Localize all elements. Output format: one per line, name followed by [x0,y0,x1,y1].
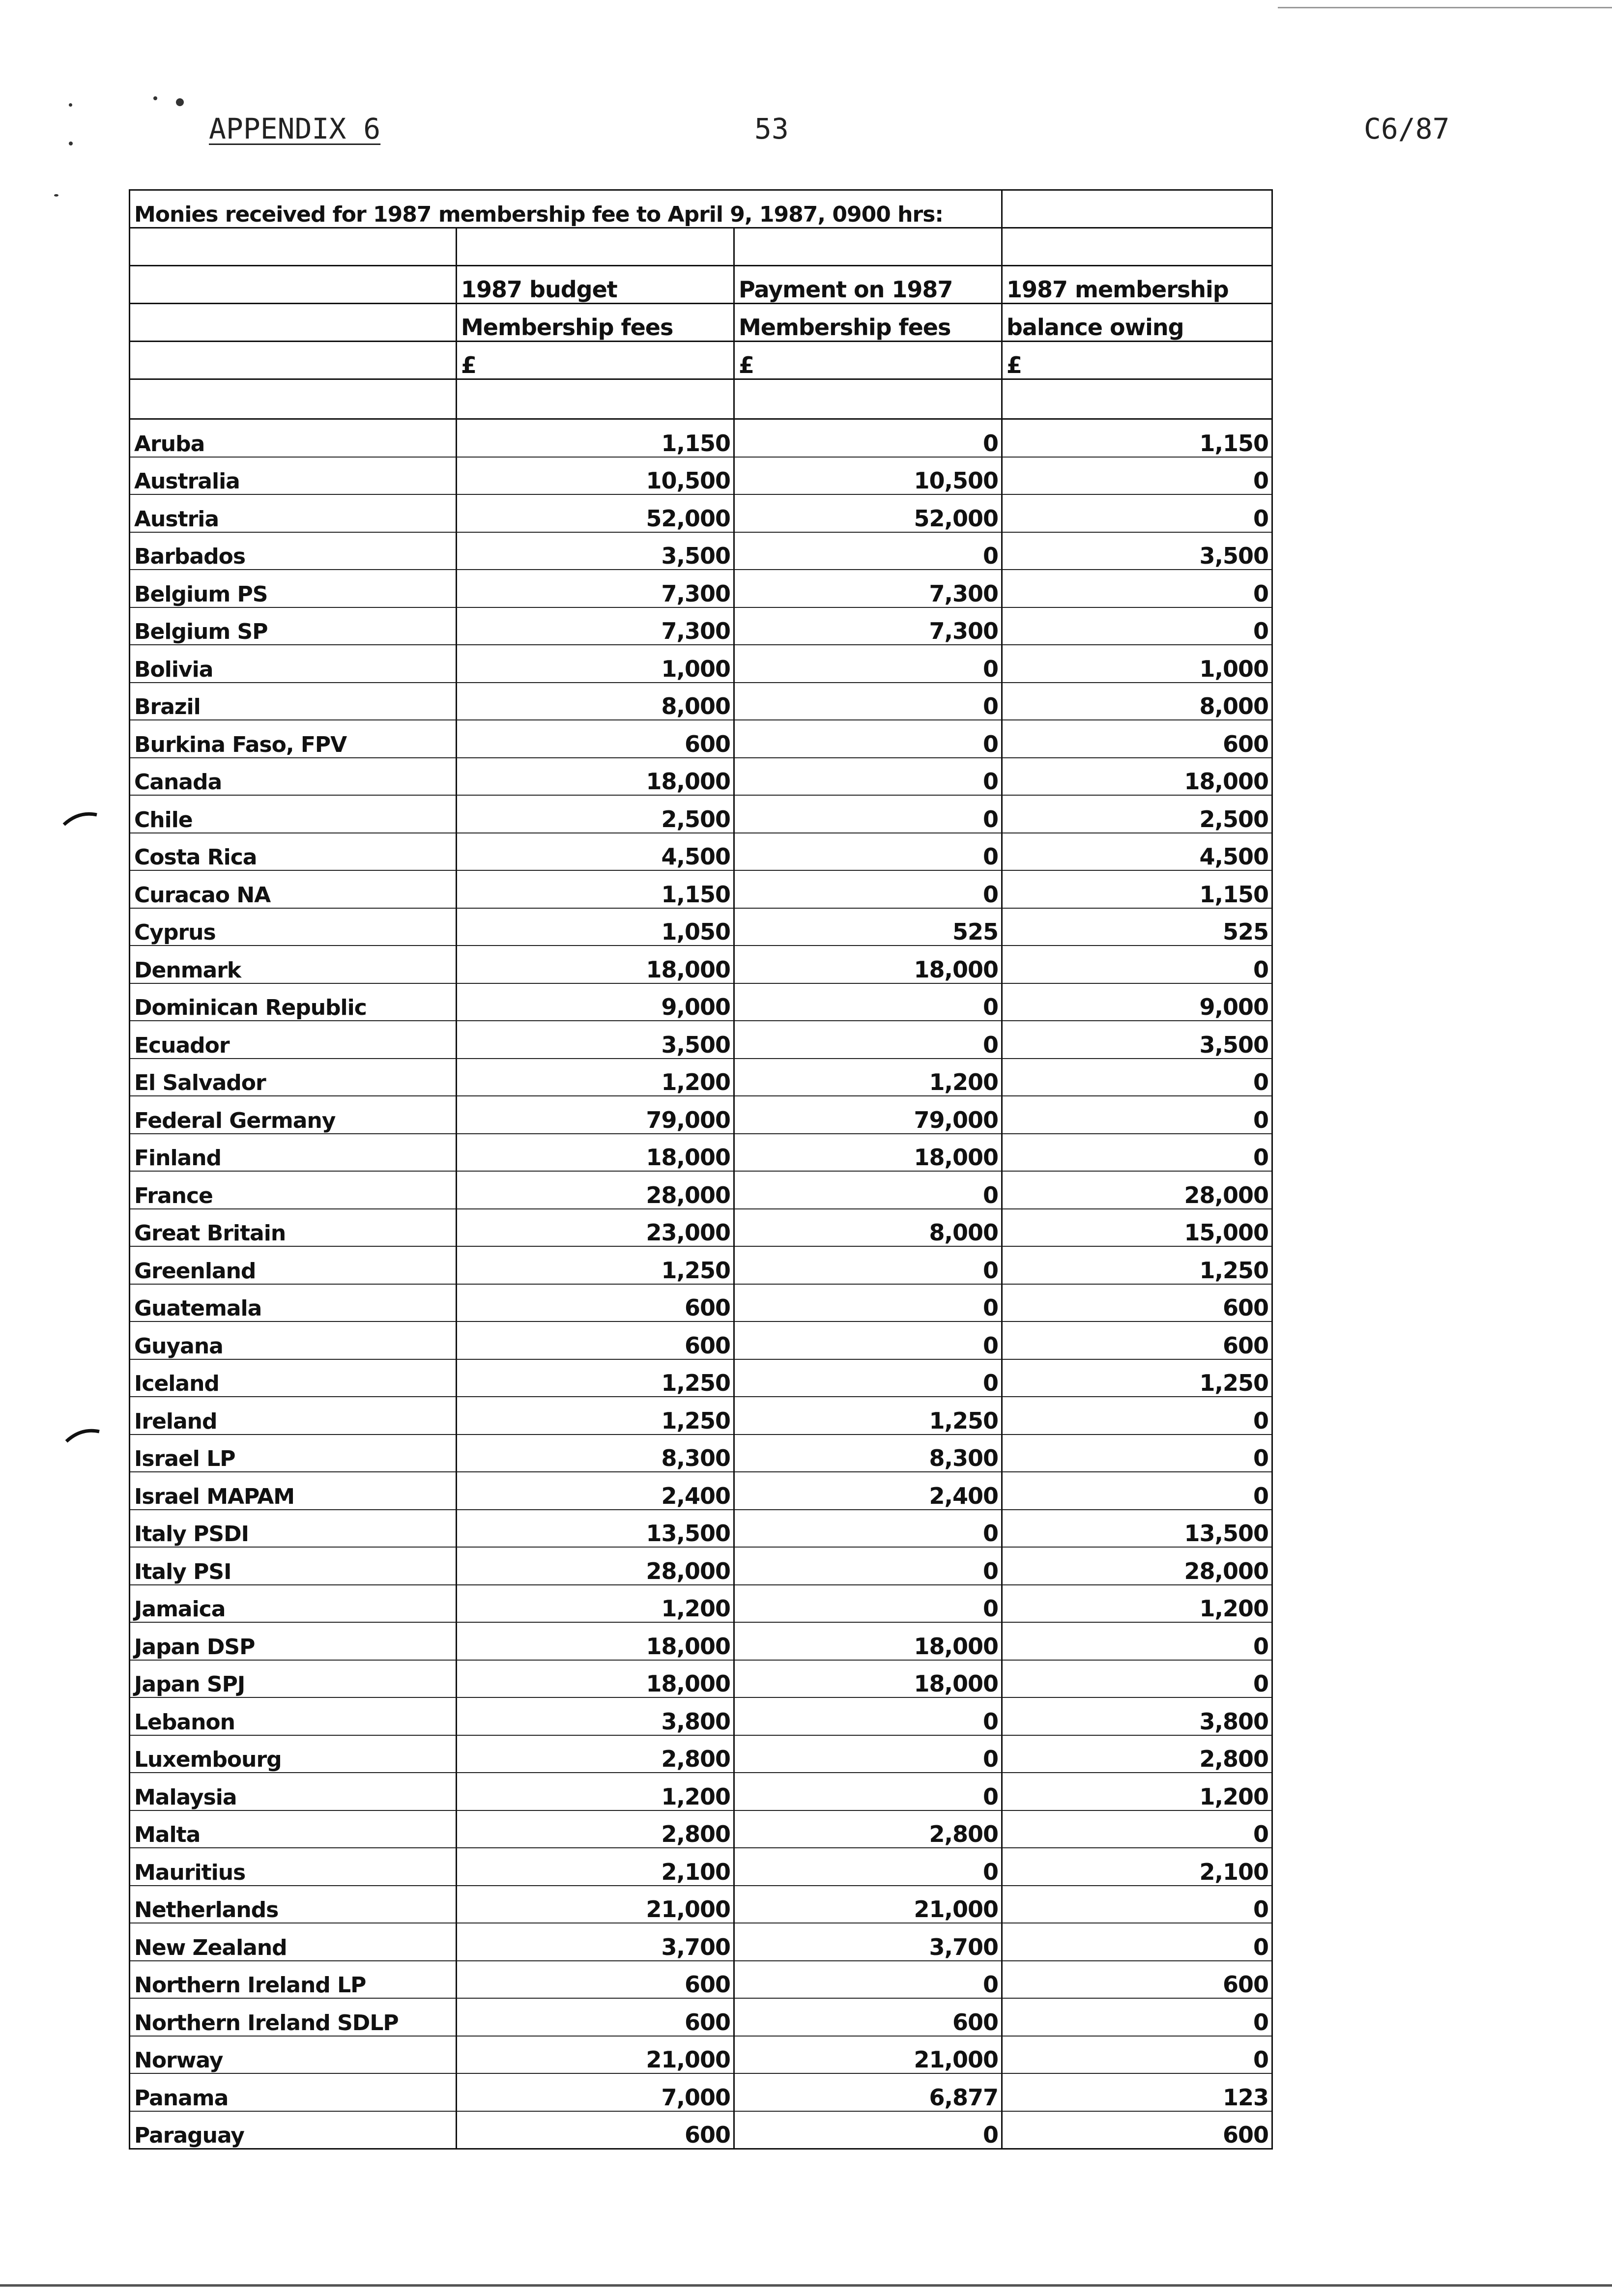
country-cell: Belgium SP [130,607,457,645]
budget-cell: 79,000 [457,1096,734,1134]
col-payment-header: Payment on 1987 [734,266,1002,304]
balance-cell: 0 [1002,1096,1272,1134]
balance-cell: 9,000 [1002,983,1272,1021]
country-cell: Italy PSDI [130,1510,457,1548]
payment-cell: 18,000 [734,1134,1002,1172]
col-balance-header: 1987 membership [1002,266,1272,304]
table-row [130,983,1272,1021]
country-cell: Australia [130,457,457,495]
col-budget-header: 1987 budget [457,266,734,304]
balance-cell: 0 [1002,1923,1272,1961]
payment-cell: 8,000 [734,1209,1002,1247]
payment-cell: 18,000 [734,946,1002,983]
payment-cell: 0 [734,2111,1002,2149]
budget-cell: 3,700 [457,1923,734,1961]
country-cell: New Zealand [130,1923,457,1961]
table-row [130,1697,1272,1735]
balance-cell: 0 [1002,1810,1272,1848]
budget-cell: 18,000 [457,1622,734,1660]
balance-cell: 1,000 [1002,645,1272,683]
balance-cell: 0 [1002,1134,1272,1172]
balance-cell: 8,000 [1002,683,1272,720]
empty-cell [1002,190,1272,228]
country-cell: Federal Germany [130,1096,457,1134]
country-cell: Israel LP [130,1435,457,1472]
payment-cell: 7,300 [734,607,1002,645]
country-cell: Greenland [130,1246,457,1284]
balance-cell: 3,800 [1002,1697,1272,1735]
balance-cell: 0 [1002,1059,1272,1096]
balance-cell: 600 [1002,1284,1272,1322]
payment-cell: 0 [734,983,1002,1021]
table-row [130,2073,1272,2111]
country-cell: Luxembourg [130,1735,457,1773]
payment-cell: 0 [734,1021,1002,1059]
balance-cell: 0 [1002,570,1272,607]
table-title: Monies received for 1987 membership fee to April 9, 1987, 0900 hrs: [130,190,1002,228]
country-cell: Japan DSP [130,1622,457,1660]
balance-cell: 1,200 [1002,1585,1272,1623]
col-payment-unit: £ [734,342,1002,379]
scan-speck [69,103,72,107]
balance-cell: 0 [1002,1472,1272,1510]
country-cell: Curacao NA [130,870,457,908]
country-cell: Netherlands [130,1886,457,1923]
budget-cell: 1,250 [457,1359,734,1397]
document-reference: C6/87 [1364,112,1450,145]
payment-cell: 0 [734,1585,1002,1623]
country-cell: Northern Ireland SDLP [130,1998,457,2036]
balance-cell: 600 [1002,2111,1272,2149]
country-cell: Israel MAPAM [130,1472,457,1510]
balance-cell: 28,000 [1002,1547,1272,1585]
table-row [130,1510,1272,1548]
table-row [130,1961,1272,1999]
payment-cell: 0 [734,645,1002,683]
table-row [130,1848,1272,1886]
payment-cell: 18,000 [734,1622,1002,1660]
punch-hole-mark [61,806,101,831]
budget-cell: 600 [457,2111,734,2149]
spacer-row [130,228,1272,266]
appendix-title: APPENDIX 6 [209,112,381,145]
payment-cell: 1,200 [734,1059,1002,1096]
balance-cell: 2,500 [1002,795,1272,833]
balance-cell: 4,500 [1002,833,1272,871]
balance-cell: 28,000 [1002,1171,1272,1209]
country-cell: Iceland [130,1359,457,1397]
budget-cell: 1,250 [457,1397,734,1435]
table-row [130,457,1272,495]
table-row [130,532,1272,570]
budget-cell: 52,000 [457,494,734,532]
col-balance-subheader: balance owing [1002,304,1272,342]
balance-cell: 0 [1002,607,1272,645]
country-cell: Canada [130,758,457,796]
country-cell: Italy PSI [130,1547,457,1585]
table-row [130,1397,1272,1435]
country-cell: Guyana [130,1321,457,1359]
balance-cell: 0 [1002,494,1272,532]
table-row [130,908,1272,946]
payment-cell: 3,700 [734,1923,1002,1961]
table-row [130,1321,1272,1359]
budget-cell: 23,000 [457,1209,734,1247]
payment-cell: 0 [734,1961,1002,1999]
col-payment-subheader: Membership fees [734,304,1002,342]
table-row [130,1923,1272,1961]
balance-cell: 15,000 [1002,1209,1272,1247]
country-cell: Dominican Republic [130,983,457,1021]
table-row [130,683,1272,720]
payment-cell: 1,250 [734,1397,1002,1435]
country-cell: Ireland [130,1397,457,1435]
balance-cell: 525 [1002,908,1272,946]
table-row [130,1209,1272,1247]
budget-cell: 18,000 [457,946,734,983]
country-cell: Denmark [130,946,457,983]
budget-cell: 1,150 [457,870,734,908]
balance-cell: 1,150 [1002,870,1272,908]
payment-cell: 0 [734,833,1002,871]
balance-cell: 0 [1002,946,1272,983]
budget-cell: 28,000 [457,1171,734,1209]
table-row [130,570,1272,607]
budget-cell: 21,000 [457,1886,734,1923]
page-number: 53 [754,112,789,145]
balance-cell: 0 [1002,2036,1272,2074]
scan-speck [176,98,184,106]
budget-cell: 9,000 [457,983,734,1021]
unit-row [130,342,1272,379]
payment-cell: 52,000 [734,494,1002,532]
country-cell: Belgium PS [130,570,457,607]
budget-cell: 8,300 [457,1435,734,1472]
country-cell: Ecuador [130,1021,457,1059]
payment-cell: 10,500 [734,457,1002,495]
country-cell: Northern Ireland LP [130,1961,457,1999]
country-cell: Great Britain [130,1209,457,1247]
country-cell: Costa Rica [130,833,457,871]
table-row [130,1773,1272,1810]
scan-bottom-edge [0,2284,1612,2287]
balance-cell: 1,250 [1002,1359,1272,1397]
budget-cell: 1,200 [457,1585,734,1623]
table-row [130,1171,1272,1209]
country-cell: Aruba [130,419,457,457]
table-row [130,419,1272,457]
budget-cell: 18,000 [457,1660,734,1698]
budget-cell: 10,500 [457,457,734,495]
balance-cell: 0 [1002,1886,1272,1923]
payment-cell: 600 [734,1998,1002,2036]
payment-cell: 0 [734,1547,1002,1585]
table-row [130,1021,1272,1059]
country-cell: Finland [130,1134,457,1172]
budget-cell: 18,000 [457,758,734,796]
country-cell: Mauritius [130,1848,457,1886]
country-cell: Panama [130,2073,457,2111]
budget-cell: 3,800 [457,1697,734,1735]
table-row [130,1735,1272,1773]
country-cell: France [130,1171,457,1209]
country-cell: Norway [130,2036,457,2074]
balance-cell: 18,000 [1002,758,1272,796]
country-cell: Bolivia [130,645,457,683]
balance-cell: 1,250 [1002,1246,1272,1284]
country-cell: Malaysia [130,1773,457,1810]
table-row [130,2111,1272,2149]
budget-cell: 1,150 [457,419,734,457]
budget-cell: 13,500 [457,1510,734,1548]
country-cell: Chile [130,795,457,833]
payment-cell: 2,400 [734,1472,1002,1510]
payment-cell: 0 [734,683,1002,720]
budget-cell: 3,500 [457,532,734,570]
payment-cell: 0 [734,795,1002,833]
balance-cell: 13,500 [1002,1510,1272,1548]
country-cell: Austria [130,494,457,532]
country-cell: El Salvador [130,1059,457,1096]
col-budget-subheader: Membership fees [457,304,734,342]
table-row [130,946,1272,983]
balance-cell: 0 [1002,1435,1272,1472]
balance-cell: 2,800 [1002,1735,1272,1773]
balance-cell: 1,200 [1002,1773,1272,1810]
budget-cell: 600 [457,1321,734,1359]
budget-cell: 28,000 [457,1547,734,1585]
table-row [130,1998,1272,2036]
budget-cell: 7,300 [457,570,734,607]
country-cell: Lebanon [130,1697,457,1735]
punch-hole-mark [64,1423,103,1447]
table-row [130,720,1272,758]
table-row [130,1059,1272,1096]
payment-cell: 0 [734,758,1002,796]
payment-cell: 21,000 [734,2036,1002,2074]
balance-cell: 600 [1002,720,1272,758]
balance-cell: 123 [1002,2073,1272,2111]
table-row [130,758,1272,796]
table-row [130,1886,1272,1923]
table-row [130,1660,1272,1698]
payment-cell: 0 [734,1359,1002,1397]
budget-cell: 7,300 [457,607,734,645]
country-cell: Guatemala [130,1284,457,1322]
balance-cell: 1,150 [1002,419,1272,457]
country-cell: Malta [130,1810,457,1848]
payment-cell: 21,000 [734,1886,1002,1923]
membership-fees-table [129,189,1273,2150]
table-row [130,1435,1272,1472]
payment-cell: 0 [734,1246,1002,1284]
payment-cell: 2,800 [734,1810,1002,1848]
payment-cell: 0 [734,1735,1002,1773]
payment-cell: 0 [734,1773,1002,1810]
budget-cell: 2,800 [457,1735,734,1773]
table-row [130,2036,1272,2074]
balance-cell: 2,100 [1002,1848,1272,1886]
budget-cell: 600 [457,1961,734,1999]
country-cell: Jamaica [130,1585,457,1623]
balance-cell: 0 [1002,1660,1272,1698]
country-cell: Paraguay [130,2111,457,2149]
budget-cell: 18,000 [457,1134,734,1172]
budget-cell: 2,400 [457,1472,734,1510]
country-cell: Cyprus [130,908,457,946]
table-row [130,645,1272,683]
payment-cell: 0 [734,1697,1002,1735]
table-row [130,1246,1272,1284]
table-row [130,1810,1272,1848]
country-cell: Barbados [130,532,457,570]
table-row [130,1547,1272,1585]
budget-cell: 600 [457,720,734,758]
budget-cell: 1,200 [457,1773,734,1810]
payment-cell: 79,000 [734,1096,1002,1134]
budget-cell: 1,000 [457,645,734,683]
column-header-row-1 [130,266,1272,304]
table-row [130,870,1272,908]
payment-cell: 0 [734,1321,1002,1359]
col-balance-unit: £ [1002,342,1272,379]
table-row [130,795,1272,833]
payment-cell: 525 [734,908,1002,946]
payment-cell: 0 [734,419,1002,457]
payment-cell: 0 [734,1848,1002,1886]
budget-cell: 600 [457,1998,734,2036]
scan-speck [153,96,157,100]
budget-cell: 600 [457,1284,734,1322]
budget-cell: 3,500 [457,1021,734,1059]
table-row [130,833,1272,871]
balance-cell: 0 [1002,1397,1272,1435]
scan-speck [69,142,73,145]
payment-cell: 8,300 [734,1435,1002,1472]
balance-cell: 0 [1002,1998,1272,2036]
country-cell: Burkina Faso, FPV [130,720,457,758]
table-title-row [130,190,1272,228]
scan-speck [54,194,58,197]
table-row [130,494,1272,532]
balance-cell: 600 [1002,1321,1272,1359]
budget-cell: 21,000 [457,2036,734,2074]
table-row [130,607,1272,645]
budget-cell: 2,100 [457,1848,734,1886]
budget-cell: 4,500 [457,833,734,871]
balance-cell: 3,500 [1002,532,1272,570]
payment-cell: 18,000 [734,1660,1002,1698]
table-row [130,1622,1272,1660]
payment-cell: 7,300 [734,570,1002,607]
balance-cell: 3,500 [1002,1021,1272,1059]
table-row [130,1359,1272,1397]
budget-cell: 1,050 [457,908,734,946]
country-cell: Brazil [130,683,457,720]
budget-cell: 2,800 [457,1810,734,1848]
budget-cell: 8,000 [457,683,734,720]
column-header-row-2 [130,304,1272,342]
payment-cell: 6,877 [734,2073,1002,2111]
payment-cell: 0 [734,1171,1002,1209]
balance-cell: 600 [1002,1961,1272,1999]
budget-cell: 7,000 [457,2073,734,2111]
payment-cell: 0 [734,1284,1002,1322]
table-row [130,1284,1272,1322]
scan-edge-line [1278,7,1612,8]
blank-row [130,379,1272,419]
table-row [130,1472,1272,1510]
budget-cell: 2,500 [457,795,734,833]
payment-cell: 0 [734,532,1002,570]
table-row [130,1134,1272,1172]
budget-cell: 1,200 [457,1059,734,1096]
table-row [130,1096,1272,1134]
balance-cell: 0 [1002,457,1272,495]
country-cell: Japan SPJ [130,1660,457,1698]
payment-cell: 0 [734,870,1002,908]
col-budget-unit: £ [457,342,734,379]
budget-cell: 1,250 [457,1246,734,1284]
balance-cell: 0 [1002,1622,1272,1660]
payment-cell: 0 [734,1510,1002,1548]
payment-cell: 0 [734,720,1002,758]
table-row [130,1585,1272,1623]
